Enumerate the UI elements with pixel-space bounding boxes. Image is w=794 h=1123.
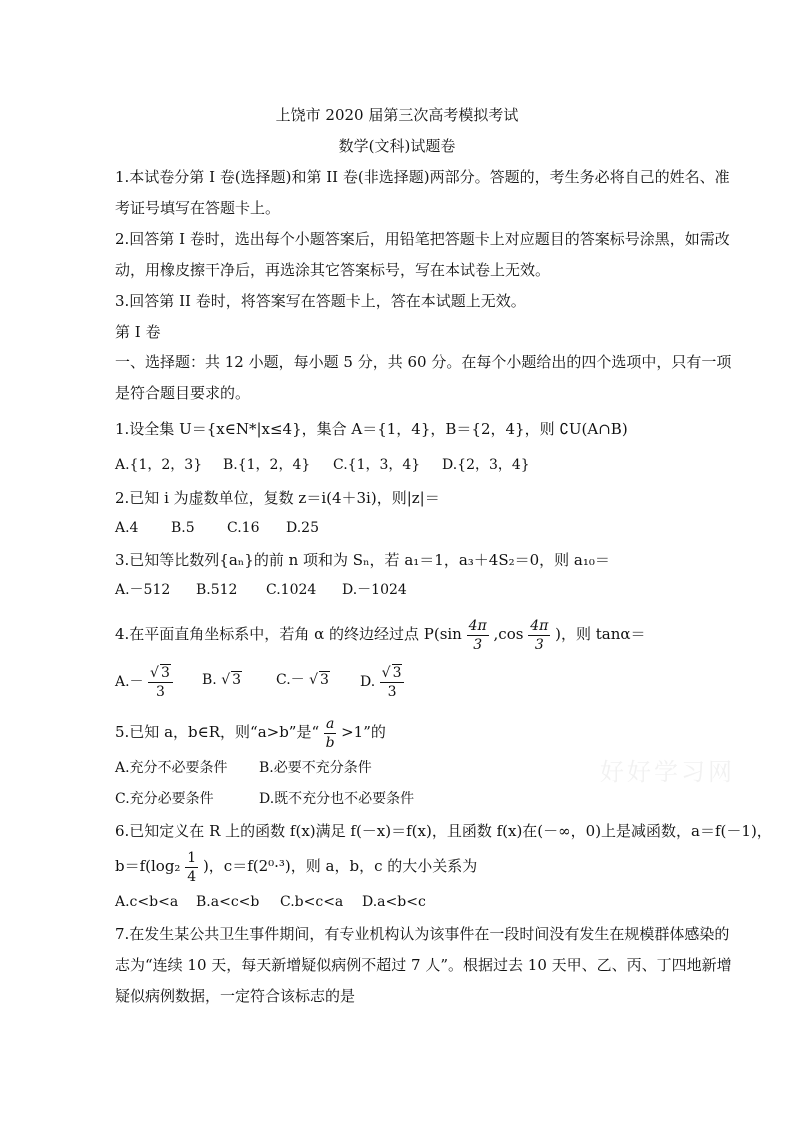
question-2-stem: 2.已知 i 为虚数单位，复数 z＝i(4＋3i)，则|z|＝	[115, 489, 440, 507]
sqrt-symbol: √	[221, 672, 231, 688]
volume-heading: 第 I 卷	[115, 323, 161, 341]
q2-option-b: B.5	[171, 520, 195, 536]
q1-option-a: A.{1，2，3}	[115, 457, 203, 473]
q5-stem-prefix: 5.已知 a，b∈R，则“a>b”是“	[115, 723, 320, 741]
q5-fraction	[324, 715, 336, 752]
q3-option-c: C.1024	[266, 582, 317, 598]
exam-title: 上饶市 2020 届第三次高考模拟考试	[275, 106, 519, 124]
option-label: D.	[360, 674, 376, 690]
fraction-denominator: 3	[534, 636, 544, 653]
option-label: B.	[202, 672, 217, 688]
fraction-numerator	[148, 664, 173, 683]
q4-option-d-fraction	[380, 664, 405, 701]
exam-subtitle: 数学(文科)试题卷	[338, 137, 456, 155]
sqrt-symbol: √	[309, 672, 319, 688]
q6-option-a: A.c<b<a	[115, 894, 179, 910]
instruction-line: 动，用橡皮擦干净后，再选涂其它答案标号，写在本试卷上无效。	[115, 261, 551, 279]
fraction-denominator: 3	[155, 683, 165, 700]
question-4-stem	[115, 610, 646, 658]
question-5-stem	[115, 712, 386, 752]
sqrt-symbol: √	[381, 664, 391, 681]
fraction-numerator: 1	[187, 849, 197, 866]
q5-option-b: B.必要不充分条件	[259, 760, 372, 776]
q6-fraction	[185, 849, 198, 886]
fraction-denominator: 3	[387, 683, 397, 700]
question-7-stem: 7.在发生某公共卫生事件期间，有专业机构认为该事件在一段时间没有发生在规模群体感染的	[115, 925, 730, 943]
q1-option-b: B.{1，2，4}	[223, 457, 311, 473]
q1-option-c: C.{1，3，4}	[333, 457, 421, 473]
q4-option-c	[276, 670, 330, 690]
q2-option-a: A.4	[115, 520, 139, 536]
q4-stem-mid: ,cos	[493, 625, 524, 643]
fraction-numerator: a	[325, 715, 335, 732]
option-label: A.－	[115, 674, 144, 690]
q4-stem-prefix: 4.在平面直角坐标系中，若角 α 的终边经过点 P(sin	[115, 625, 462, 643]
q4-fraction-sin	[467, 617, 489, 654]
question-7-stem: 志为“连续 10 天，每天新增疑似病例不超过 7 人”。根据过去 10 天甲、乙、丙、丁四地新增	[115, 956, 732, 974]
q6-option-d: D.a<b<c	[362, 894, 426, 910]
fraction-denominator: b	[325, 734, 335, 751]
q4-option-b	[202, 670, 242, 690]
fraction-numerator: 4π	[468, 617, 487, 634]
q6-stem-prefix: b＝f(log₂	[115, 857, 181, 875]
question-6-stem-line-2	[115, 846, 477, 886]
watermark: 好好学习网	[600, 758, 735, 786]
question-6-stem: 6.已知定义在 R 上的函数 f(x)满足 f(－x)＝f(x)，且函数 f(x)在(－∞，0)上是减函数，a＝f(－1)，	[115, 822, 772, 840]
q4-stem-suffix: )，则 tanα＝	[555, 625, 646, 643]
q5-option-a: A.充分不必要条件	[115, 760, 228, 776]
q3-option-d: D.－1024	[342, 582, 407, 598]
q4-option-d	[360, 660, 404, 704]
q4-fraction-cos	[528, 617, 550, 654]
radicand: 3	[160, 664, 170, 681]
q2-option-c: C.16	[227, 520, 260, 536]
q5-option-c: C.充分必要条件	[115, 791, 214, 807]
option-label: C.－	[276, 672, 305, 688]
instruction-line: 考证号填写在答题卡上。	[115, 199, 281, 217]
radicand: 3	[392, 664, 402, 681]
question-7-stem: 疑似病例数据，一定符合该标志的是	[115, 987, 356, 1005]
question-1-stem: 1.设全集 U＝{x∈N*|x≤4}，集合 A＝{1，4}，B＝{2，4}，则 ∁U(A∩B)	[115, 420, 628, 438]
section-heading: 一、选择题：共 12 小题，每小题 5 分，共 60 分。在每个小题给出的四个选项中，只有一项	[115, 353, 732, 371]
q2-option-d: D.25	[286, 520, 319, 536]
q1-option-d: D.{2，3，4}	[442, 457, 530, 473]
fraction-denominator: 3	[473, 636, 483, 653]
q4-option-a	[115, 660, 173, 704]
instruction-line: 3.回答第 II 卷时，将答案写在答题卡上，答在本试题上无效。	[115, 292, 526, 310]
instruction-line: 1.本试卷分第 I 卷(选择题)和第 II 卷(非选择题)两部分。答题的，考生务必将自己的姓名、准	[115, 168, 730, 186]
fraction-numerator	[380, 664, 405, 683]
question-3-stem: 3.已知等比数列{aₙ}的前 n 项和为 Sₙ，若 a₁＝1，a₃＋4S₂＝0，则 a₁₀＝	[115, 551, 610, 569]
fraction-numerator: 4π	[530, 617, 549, 634]
q6-option-b: B.a<c<b	[196, 894, 260, 910]
instruction-line: 2.回答第 I 卷时，选出每个小题答案后，用铅笔把答题卡上对应题目的答案标号涂黑，如需改	[115, 230, 730, 248]
q6-option-c: C.b<c<a	[280, 894, 344, 910]
q3-option-b: B.512	[196, 582, 238, 598]
section-heading: 是符合题目要求的。	[115, 384, 251, 402]
radicand: 3	[320, 672, 329, 688]
q5-stem-suffix: >1”的	[341, 723, 386, 741]
q3-option-a: A.－512	[115, 582, 171, 598]
fraction-denominator: 4	[187, 868, 197, 885]
q4-option-a-fraction	[148, 664, 173, 701]
q5-option-d: D.既不充分也不必要条件	[259, 791, 415, 807]
q6-stem-suffix: )，c＝f(2⁰·³)，则 a，b，c 的大小关系为	[202, 857, 478, 875]
sqrt-symbol: √	[150, 664, 159, 681]
radicand: 3	[232, 672, 242, 688]
